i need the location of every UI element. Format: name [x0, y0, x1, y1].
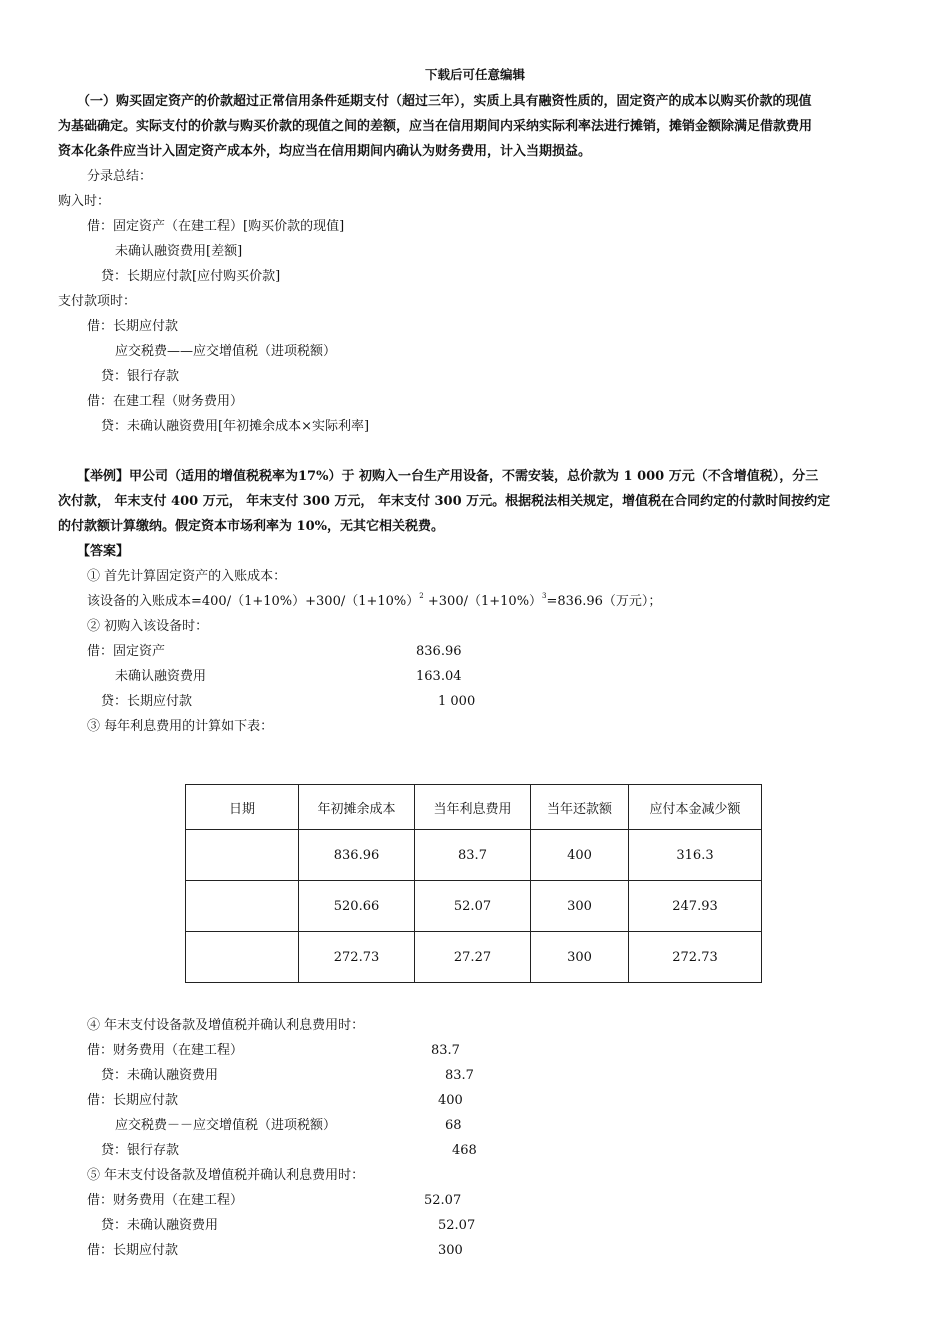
- table-cell: 27.27: [415, 932, 531, 983]
- step-5-entry-3: 借：长期应付款: [87, 1243, 179, 1258]
- step-4-amount-1: 83.7: [431, 1043, 460, 1058]
- step-4-amount-3: 400: [438, 1093, 463, 1108]
- step-5-title: ⑤ 年末支付设备款及增值税并确认利息费用时：: [87, 1168, 365, 1183]
- table-cell: 247.93: [629, 881, 762, 932]
- table-header-cell: 应付本金减少额: [629, 785, 762, 830]
- step-5-amount-3: 300: [438, 1243, 463, 1258]
- initial-entry-debit: 借：固定资产: [87, 644, 166, 659]
- example-text-1: 甲公司（适用的增值税税率为17%）于 初购入一台生产用设备，不需安装，总价款为 1 000 万元（不含增值税），分三: [129, 469, 819, 484]
- purchase-entry-debit: 借：固定资产（在建工程）[购买价款的现值]: [87, 219, 345, 234]
- page-header: 下载后可任意编辑: [424, 67, 525, 82]
- formula-part-b: +300/（1+10%）: [423, 594, 543, 609]
- table-cell: 836.96: [299, 830, 415, 881]
- initial-entry-debit-2-amount: 163.04: [416, 669, 462, 684]
- formula-exponent-2: 2: [419, 592, 424, 600]
- formula-part-c: =836.96（万元）；: [546, 594, 662, 609]
- answer-step-2: ② 初购入该设备时：: [87, 619, 209, 634]
- payment-entry-credit: 贷：银行存款: [101, 369, 180, 384]
- intro-line-3: 资本化条件应当计入固定资产成本外，均应当在信用期间内确认为财务费用，计入当期损益。: [58, 144, 592, 159]
- step-4-entry-1: 借：财务费用（在建工程）: [87, 1043, 244, 1058]
- answer-step-3: ③ 每年利息费用的计算如下表：: [87, 719, 274, 734]
- initial-entry-credit: 贷：长期应付款: [101, 694, 193, 709]
- step-4-entry-2: 贷：未确认融资费用: [101, 1068, 219, 1083]
- formula-part-a: 该设备的入账成本=400/（1+10%）+300/（1+10%）: [87, 594, 420, 609]
- initial-entry-debit-2: 未确认融资费用: [115, 669, 207, 684]
- table-cell: 316.3: [629, 830, 762, 881]
- initial-entry-debit-amount: 836.96: [416, 644, 462, 659]
- answer-step-1: ① 首先计算固定资产的入账成本：: [87, 569, 287, 584]
- table-header-cell: 当年还款额: [531, 785, 629, 830]
- intro-line-2: 为基础确定。实际支付的价款与购买价款的现值之间的差额，应当在信用期间内采纳实际利率法进行摊销，摊销金额除满足借款费用: [58, 119, 813, 134]
- table-row: [186, 881, 762, 932]
- step-5-entry-2: 贷：未确认融资费用: [101, 1218, 219, 1233]
- step-5-amount-1: 52.07: [424, 1193, 462, 1208]
- payment-entry-debit-2: 应交税费——应交增值税（进项税额）: [115, 344, 337, 359]
- step-4-entry-4: 应交税费－－应交增值税（进项税额）: [115, 1118, 337, 1133]
- cost-formula: [87, 592, 662, 609]
- initial-entry-credit-amount: 1 000: [438, 694, 476, 709]
- example-line-3: 的付款额计算缴纳。假定资本市场利率为 10%，无其它相关税费。: [58, 519, 444, 534]
- table-cell: 400: [531, 830, 629, 881]
- step-4-title: ④ 年末支付设备款及增值税并确认利息费用时：: [87, 1018, 365, 1033]
- example-tag: 【举例】: [77, 469, 130, 484]
- table-cell: [186, 881, 299, 932]
- formula-exponent-3: 3: [542, 592, 547, 600]
- step-4-amount-5: 468: [452, 1143, 477, 1158]
- table-header-cell: 当年利息费用: [415, 785, 531, 830]
- example-line-1: [77, 470, 818, 483]
- table-cell: 272.73: [629, 932, 762, 983]
- payment-label: 支付款项时：: [58, 294, 137, 309]
- step-4-entry-5: 贷：银行存款: [101, 1143, 180, 1158]
- table-cell: 300: [531, 932, 629, 983]
- table-header-cell: 年初摊余成本: [299, 785, 415, 830]
- summary-title: 分录总结：: [87, 169, 153, 184]
- step-4-entry-3: 借：长期应付款: [87, 1093, 179, 1108]
- table-cell: 272.73: [299, 932, 415, 983]
- intro-line-1: （一）购买固定资产的价款超过正常信用条件延期支付（超过三年），实质上具有融资性质的，固定资产的成本以购买价款的现值: [77, 94, 812, 109]
- table-cell: [186, 932, 299, 983]
- table-row: [186, 932, 762, 983]
- table-cell: [186, 830, 299, 881]
- example-line-2: 次付款， 年末支付 400 万元， 年末支付 300 万元， 年末支付 300 万元。根据税法相关规定，增值税在合同约定的付款时间按约定: [58, 494, 831, 509]
- step-4-amount-4: 68: [445, 1118, 462, 1133]
- table-header-row: [186, 785, 762, 830]
- interest-entry-debit: 借：在建工程（财务费用）: [87, 394, 244, 409]
- purchase-entry-debit-2: 未确认融资费用[差额]: [115, 244, 243, 259]
- table-row: [186, 830, 762, 881]
- step-5-amount-2: 52.07: [438, 1218, 476, 1233]
- step-5-entry-1: 借：财务费用（在建工程）: [87, 1193, 244, 1208]
- interest-entry-credit: 贷：未确认融资费用[年初摊余成本×实际利率]: [101, 419, 370, 434]
- table-cell: 52.07: [415, 881, 531, 932]
- table-cell: 520.66: [299, 881, 415, 932]
- table-header-cell: 日期: [186, 785, 299, 830]
- answer-tag: 【答案】: [77, 544, 130, 559]
- step-4-amount-2: 83.7: [445, 1068, 474, 1083]
- purchase-entry-credit: 贷：长期应付款[应付购买价款]: [101, 269, 281, 284]
- interest-schedule-table: [185, 784, 762, 983]
- payment-entry-debit: 借：长期应付款: [87, 319, 179, 334]
- table-cell: 300: [531, 881, 629, 932]
- purchase-label: 购入时：: [58, 194, 111, 209]
- table-cell: 83.7: [415, 830, 531, 881]
